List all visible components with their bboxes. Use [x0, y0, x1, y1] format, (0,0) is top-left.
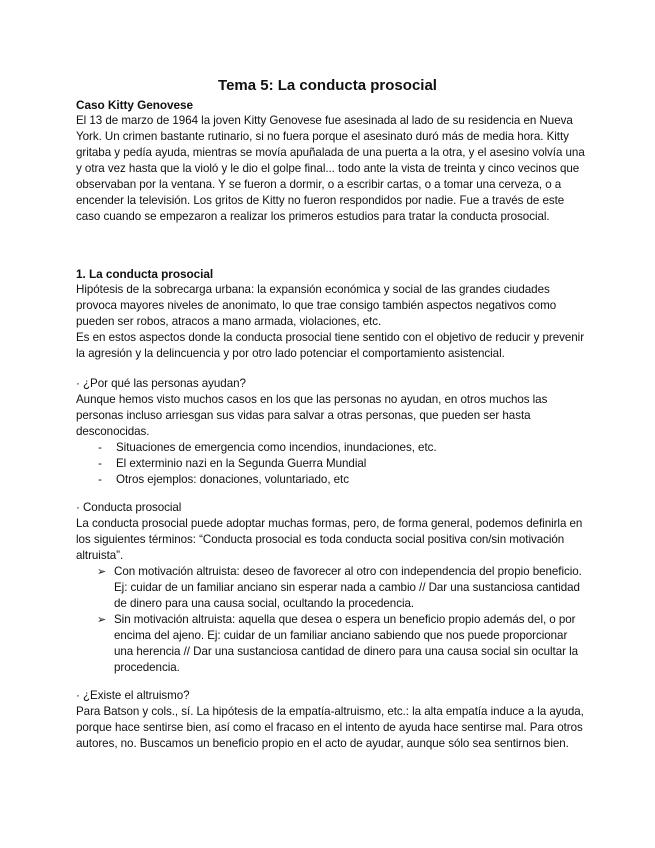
dash-bullet: - — [98, 441, 102, 454]
prosocial-list — [76, 564, 586, 676]
list-item-text: El exterminio nazi en la Segunda Guerra Mundial — [116, 457, 367, 470]
arrow-bullet-icon: ➢ — [97, 566, 107, 578]
prosocial-heading: · Conducta prosocial — [76, 501, 182, 514]
case-section — [76, 97, 586, 225]
list-item-text: Otros ejemplos: donaciones, voluntariado, etc — [116, 473, 349, 486]
section-1-paragraph-1: Hipótesis de la sobrecarga urbana: la expansión económica y social de las grandes ciudades provoca mayores niveles de anonimato, lo que trae consigo también aspectos negativos como pueden ser robos, atracos a mano armada, violaciones, etc. — [76, 283, 557, 328]
why-help-paragraph: Aunque hemos visto muchos casos en los que las personas no ayudan, en otros muchos las personas incluso arriesgan sus vidas para salvar a otras personas, que pueden ser hasta desconocidas. — [76, 393, 548, 438]
altruism-paragraph: Para Batson y cols., sí. La hipótesis de la empatía-altruismo, etc.: la alta empatía induce a la ayuda, porque hace sentirse bien, así como el fracaso en el intento de ayuda hace sentirse mal. Para otros autores, no. Buscamos un beneficio propio en el acto de ayudar, aunque sólo sea sentirnos bien. — [76, 705, 584, 750]
altruism-heading: · ¿Existe el altruismo? — [76, 689, 190, 702]
list-item-text: Con motivación altruista: deseo de favorecer al otro con independencia del propio beneficio. Ej: cuidar de un familiar anciano sin esperar nada a cambio // Dar una sustanciosa cantidad de dinero para una causa social, ocultando la procedencia. — [114, 565, 582, 610]
arrow-bullet-icon: ➢ — [97, 614, 107, 626]
why-help-section — [76, 376, 586, 488]
why-help-heading: · ¿Por qué las personas ayudan? — [76, 377, 246, 390]
list-item-text: Sin motivación altruista: aquella que desea o espera un beneficio propio además del, o por encima del ajeno. Ej: cuidar de un familiar anciano sabiendo que nos puede proporcionar una herencia // Dar una sustanciosa cantidad de dinero para una causa social sin ocultar la procedencia. — [114, 613, 579, 674]
list-item-text: Situaciones de emergencia como incendios, inundaciones, etc. — [116, 441, 437, 454]
section-1-heading: 1. La conducta prosocial — [76, 267, 214, 281]
altruism-section — [76, 688, 586, 752]
dash-bullet: - — [98, 473, 102, 486]
prosocial-paragraph: La conducta prosocial puede adoptar muchas formas, pero, de forma general, podemos definirla en los siguientes términos: “Conducta prosocial es toda conducta social positiva con/sin motivación altruista”. — [76, 517, 583, 562]
prosocial-section — [76, 500, 586, 676]
page-title: Tema 5: La conducta prosocial — [218, 77, 437, 94]
list-item — [76, 612, 586, 676]
list-item — [76, 472, 586, 488]
list-item — [76, 456, 586, 472]
section-1-paragraph-2: Es en estos aspectos donde la conducta prosocial tiene sentido con el objetivo de reducir y prevenir la agresión y la delincuencia y por otro lado potenciar el comportamiento asistencial. — [76, 331, 585, 360]
dash-bullet: - — [98, 457, 102, 470]
list-item — [76, 440, 586, 456]
why-help-list — [76, 440, 586, 488]
case-heading: Caso Kitty Genovese — [76, 98, 194, 112]
list-item — [76, 564, 586, 612]
case-paragraph: El 13 de marzo de 1964 la joven Kitty Genovese fue asesinada al lado de su residencia en Nueva York. Un crimen bastante rutinario, si no fuera porque el asesinato duró más de media hora. Kitty gritaba y pedía ayuda, mientras se movía apuñalada de una puerta a la otra, y el asesino volvía una y otra vez hasta que la violó y le dio el golpe final... todo ante la vista de treinta y cinco vecinos que observaban por la ventana. Y se fueron a dormir, o a escribir cartas, o a tomar una cerveza, o a encender la televisión. Los gritos de Kitty no fueron respondidos por nadie. Fue a través de este caso cuando se empezaron a realizar los primeros estudios para tratar la conducta prosocial. — [76, 114, 585, 223]
section-1 — [76, 266, 586, 362]
